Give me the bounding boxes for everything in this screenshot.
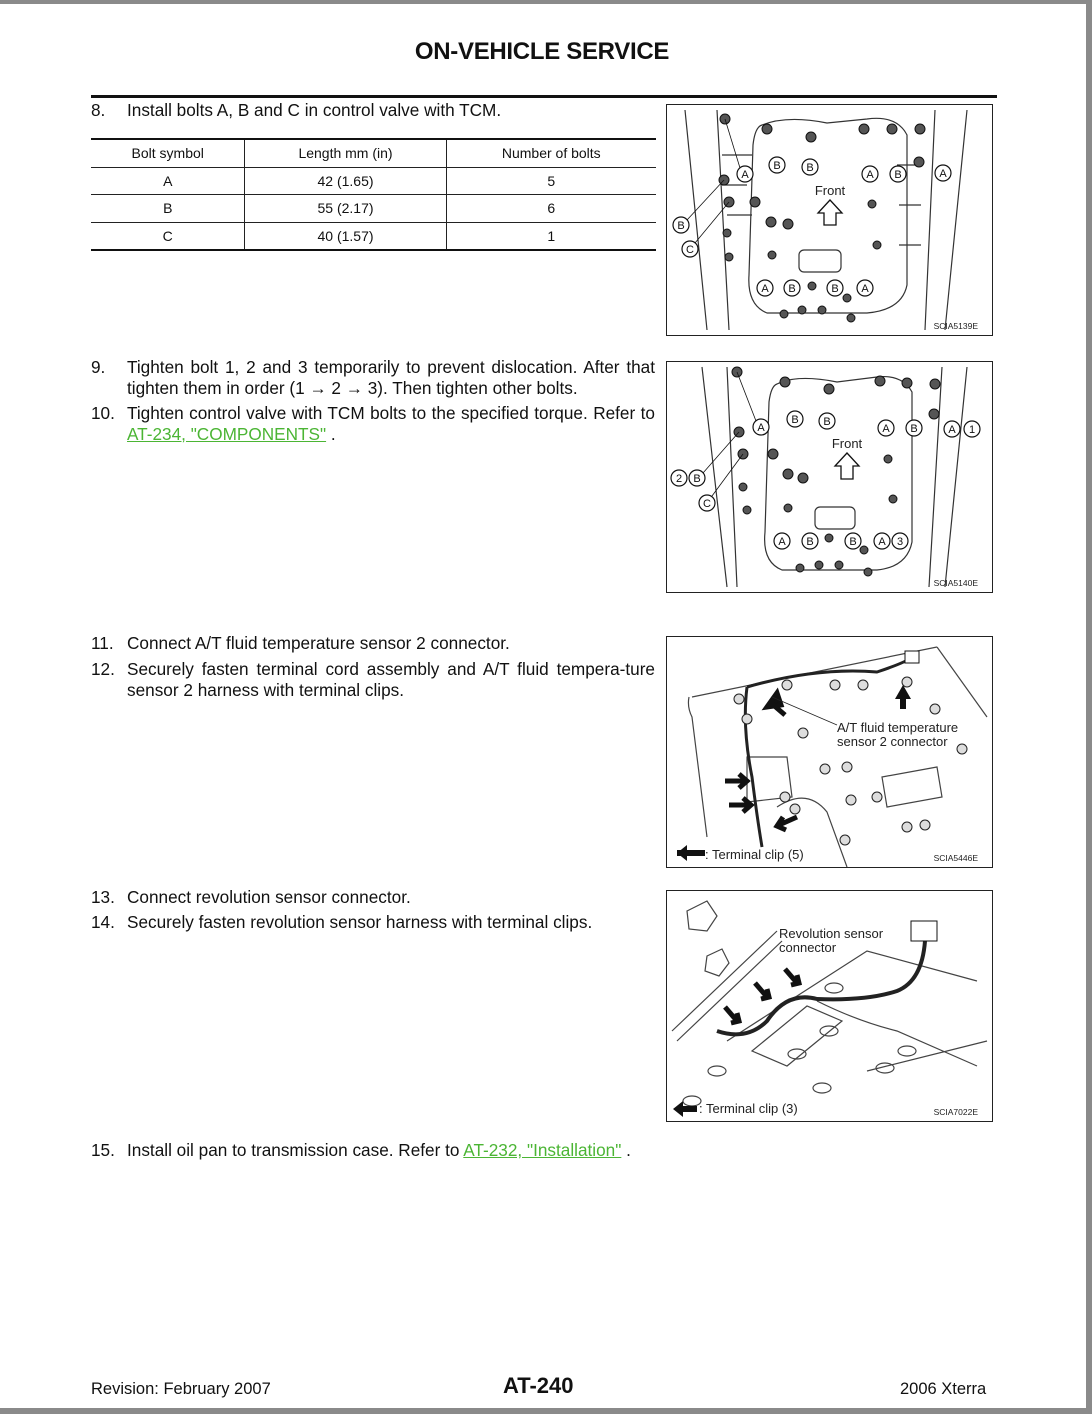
figure-revolution-sensor	[666, 890, 993, 1122]
svg-text:A: A	[861, 283, 869, 295]
step-number: 12.	[91, 659, 115, 679]
revision-date: Revision: February 2007	[91, 1380, 271, 1398]
step-number: 10.	[91, 403, 115, 423]
svg-text:B: B	[773, 160, 781, 172]
step-number: 15.	[91, 1140, 115, 1160]
step-8	[91, 100, 655, 121]
step-11	[91, 633, 655, 654]
svg-text:C: C	[703, 498, 711, 510]
terminal-clip-legend: : Terminal clip (3)	[699, 1101, 798, 1116]
cell-number: 1	[446, 222, 656, 250]
figure-tightening-order	[666, 361, 993, 593]
svg-text:A: A	[866, 169, 874, 181]
svg-text:B: B	[693, 473, 701, 485]
front-label: Front	[814, 183, 846, 198]
page-number: AT-240	[503, 1373, 574, 1398]
col-header-number: Number of bolts	[446, 139, 656, 167]
figure-id: SCIA5140E	[933, 578, 978, 588]
step-number: 8.	[91, 100, 106, 120]
svg-text:1: 1	[968, 424, 976, 436]
table-row	[91, 195, 656, 223]
step-9	[91, 357, 655, 398]
svg-text:B: B	[806, 536, 814, 548]
fluid-temp-sensor-harness-diagram-icon	[667, 637, 992, 867]
cell-length: 55 (2.17)	[245, 195, 446, 223]
svg-text:B: B	[788, 283, 796, 295]
step-text: Tighten bolt 1, 2 and 3 temporarily to prevent dislocation. After that tighten them in order (1 → 2 → 3). Then tighten other bolts.	[127, 357, 655, 398]
svg-text:2: 2	[675, 473, 683, 485]
cell-bolt-symbol: A	[91, 167, 245, 195]
figure-fluid-temp-sensor	[666, 636, 993, 868]
table-row	[91, 167, 656, 195]
terminal-clip-legend: : Terminal clip (5)	[705, 847, 804, 862]
control-valve-tightening-order-diagram-icon	[667, 362, 992, 592]
svg-text:A: A	[761, 283, 769, 295]
step-number: 11.	[91, 633, 114, 653]
front-arrow-icon	[835, 453, 859, 479]
col-header-bolt-symbol: Bolt symbol	[91, 139, 245, 167]
step-text: Securely fasten revolution sensor harness with terminal clips.	[127, 912, 593, 932]
svg-text:A: A	[939, 168, 947, 180]
step-text: Connect revolution sensor connector.	[127, 887, 411, 907]
table-header-row	[91, 139, 656, 167]
page-title: ON-VEHICLE SERVICE	[414, 38, 670, 65]
cell-length: 40 (1.57)	[245, 222, 446, 250]
cell-number: 5	[446, 167, 656, 195]
step-text: Tighten control valve with TCM bolts to the specified torque. Refer to AT-234, "COMPONENTS" .	[127, 403, 655, 444]
step-number: 13.	[91, 887, 115, 907]
revolution-sensor-callout-label: Revolution sensor connector	[779, 926, 884, 955]
bolt-table	[91, 138, 656, 251]
svg-text:A: A	[778, 536, 786, 548]
svg-text:B: B	[791, 414, 799, 426]
step-13	[91, 887, 655, 908]
clip-arrow-icon	[895, 685, 911, 709]
svg-text:A: A	[948, 424, 956, 436]
svg-text:C: C	[686, 244, 694, 256]
cell-bolt-symbol: C	[91, 222, 245, 250]
step-text: Install oil pan to transmission case. Refer to AT-232, "Installation" .	[127, 1140, 631, 1160]
step-14	[91, 912, 655, 933]
front-label: Front	[831, 436, 863, 451]
svg-text:B: B	[831, 283, 839, 295]
svg-text:B: B	[823, 416, 831, 428]
vehicle-model: 2006 Xterra	[900, 1380, 987, 1398]
components-link[interactable]: AT-234, "COMPONENTS"	[127, 423, 327, 444]
figure-id: SCIA5139E	[933, 321, 978, 331]
col-header-length: Length mm (in)	[245, 139, 446, 167]
control-valve-bolt-diagram-icon	[667, 105, 992, 335]
svg-text:B: B	[806, 162, 814, 174]
front-arrow-icon	[818, 200, 842, 225]
figure-bolt-locations	[666, 104, 993, 336]
step-number: 9.	[91, 357, 106, 377]
svg-text:B: B	[677, 220, 685, 232]
svg-text:3: 3	[896, 536, 904, 548]
step-10	[91, 403, 655, 444]
figure-id: SCIA5446E	[933, 853, 978, 863]
step-12	[91, 659, 655, 700]
table-row	[91, 222, 656, 250]
svg-text:A: A	[882, 423, 890, 435]
step-text: Securely fasten terminal cord assembly and A/T fluid tempera-ture sensor 2 harness with terminal clips.	[127, 659, 655, 700]
svg-text:B: B	[894, 169, 902, 181]
sensor-callout-label: A/T fluid temperature sensor 2 connector	[837, 720, 959, 749]
svg-text:A: A	[878, 536, 886, 548]
svg-text:B: B	[910, 423, 918, 435]
header-rule	[91, 95, 997, 98]
svg-text:A: A	[741, 169, 749, 181]
svg-text:A: A	[757, 422, 765, 434]
installation-link[interactable]: AT-232, "Installation"	[463, 1140, 622, 1160]
manual-page	[0, 4, 1086, 1408]
step-number: 14.	[91, 912, 115, 932]
svg-text:B: B	[849, 536, 857, 548]
cell-bolt-symbol: B	[91, 195, 245, 223]
cell-number: 6	[446, 195, 656, 223]
cell-length: 42 (1.65)	[245, 167, 446, 195]
step-15	[91, 1140, 711, 1161]
step-text: Connect A/T fluid temperature sensor 2 connector.	[127, 633, 510, 653]
step-text: Install bolts A, B and C in control valve with TCM.	[127, 100, 502, 120]
figure-id: SCIA7022E	[933, 1107, 978, 1117]
